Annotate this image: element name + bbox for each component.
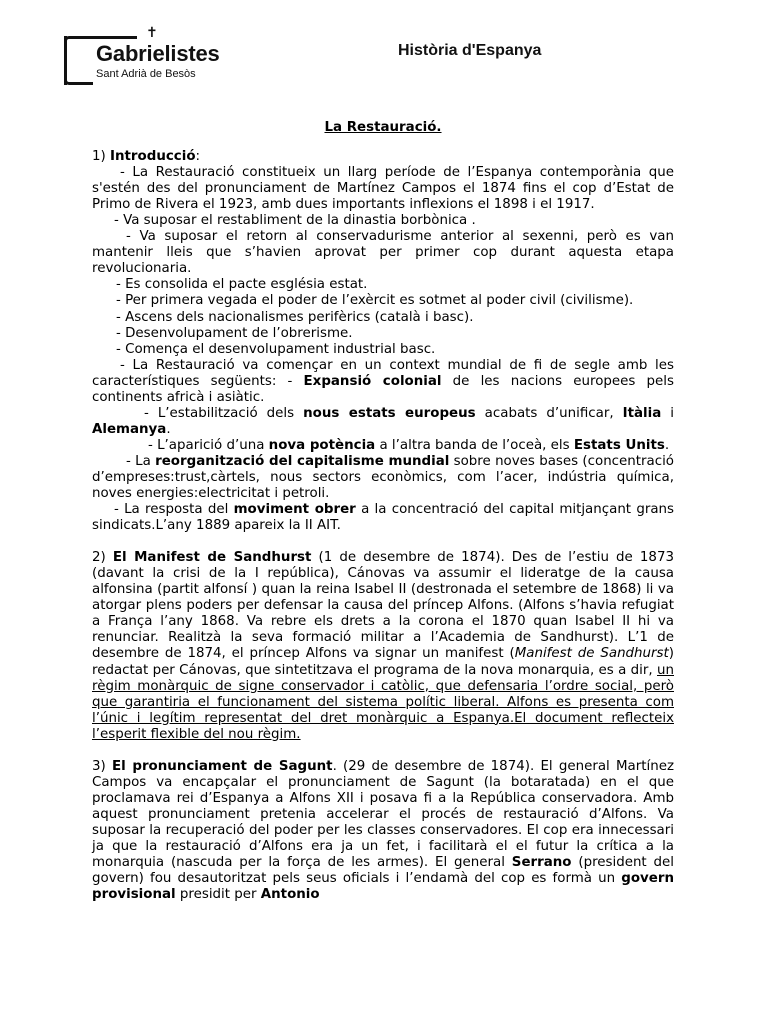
section-number: 2) xyxy=(92,550,113,566)
spacer xyxy=(92,743,674,759)
text: (president del govern) fou desautoritzat pels seus oficials i l’endamà del cop es formà un xyxy=(92,855,674,887)
paragraph: - Va suposar el restabliment de la dinastia borbònica . xyxy=(114,213,476,229)
bold-text: nous estats europeus xyxy=(303,405,476,421)
section-heading-text: El pronunciament de Sagunt xyxy=(111,758,333,774)
section-number: 1) xyxy=(92,149,111,165)
text: . xyxy=(664,437,670,453)
text: presidit per xyxy=(175,887,261,903)
text: - L’aparició d’una xyxy=(148,437,269,453)
section-heading-text: El Manifest de Sandhurst xyxy=(112,550,312,566)
paragraph xyxy=(92,502,674,534)
text: (1 de desembre de 1874). Des de l’estiu de 1873 (davant la crisi de la I república), Cánovas va assumir el lideratge de la causa alfonsina (partit alfonsí ) quan la reina Isabel II (destronada el setembre de 1868) li va atorgar plens poders per defensar la causa del príncep Alfons. (Alfons s’havia refugiat a França l’any 1868. Va rebre els drets a la corona el 1870 quan Isabel II hi va renunciar. Realitzà la seva formació militar a l’Academia de Sandhurst). L’1 de desembre de 1874, el príncep Alfons va signar un manifest ( xyxy=(92,550,674,662)
bold-text: Itàlia xyxy=(622,405,662,421)
bold-text: govern provisional xyxy=(92,871,674,903)
logo-subtitle: Sant Adrià de Besòs xyxy=(96,68,196,80)
text: - La xyxy=(126,453,156,469)
bold-text: moviment obrer xyxy=(233,502,356,518)
section-3-paragraph xyxy=(92,759,674,903)
document-title: La Restauració. xyxy=(324,120,442,135)
bold-text: Estats Units xyxy=(573,437,665,453)
italic-text: Manifest de Sandhurst xyxy=(514,646,669,662)
list-item: - Desenvolupament de l’obrerisme. xyxy=(116,325,353,341)
list-item: - Comença el desenvolupament industrial basc. xyxy=(116,341,436,357)
paragraph: - Va suposar el retorn al conservadurisme anterior al sexenni, però es van mantenir lleis que s’havien aprovat per primer cop durant aquesta etapa revolucionaria. xyxy=(92,229,674,277)
underlined-text: un règim monàrquic de signe conservador i catòlic, que defensaria l’ordre social, però que garantiria el funcionament del sistema polític liberal. Alfons es presenta com l’únic i legítim representat del dret monàrquic a Espanya.El document reflecteix l’esperit flexible del nou règim. xyxy=(92,662,674,742)
text: - La Restauració va començar en un context mundial de fi de segle amb les característiques següents: - xyxy=(92,357,674,389)
spacer xyxy=(92,534,674,550)
paragraph xyxy=(92,454,674,502)
section-number: 3) xyxy=(92,758,112,774)
bold-text: reorganització del capitalisme mundial xyxy=(155,453,450,469)
bold-text: Antonio xyxy=(260,887,320,903)
bold-text: Alemanya xyxy=(92,421,167,437)
paragraph xyxy=(92,358,674,406)
paragraph: - La Restauració constitueix un llarg període de l’Espanya contemporània que s'estén des del pronunciament de Martínez Campos el 1874 fins el cop d’Estat de Primo de Rivera el 1923, amb dues importants inflexions el 1898 i el 1917. xyxy=(92,165,674,213)
bold-text: Serrano xyxy=(511,855,572,871)
text: i xyxy=(661,405,674,421)
list-item: - Es consolida el pacte església estat. xyxy=(116,277,368,293)
cross-icon: ✝ xyxy=(146,25,158,41)
list-item: - Ascens dels nacionalismes perifèrics (català i basc). xyxy=(116,309,474,325)
bold-text: Expansió colonial xyxy=(303,373,442,389)
document-body xyxy=(92,112,674,903)
text: . xyxy=(166,421,171,437)
text: - L’estabilització dels xyxy=(144,405,304,421)
text: acabats d’unificar, xyxy=(475,405,623,421)
text: sobre noves bases (concentració d’empreses:trust,càrtels, nous sectors econòmics, com l’acer, indústria química, noves energies:electricitat i petroli. xyxy=(92,453,675,502)
section-1-heading xyxy=(92,149,674,165)
colon: : xyxy=(195,149,201,165)
logo-frame-bottom xyxy=(64,36,93,85)
text: ) redactat per Cánovas, que sintetitzava el programa de la nova monarquia, es a dir, xyxy=(92,646,674,678)
text: a la concentració del capital mitjançant grans sindicats.L’any 1889 apareix la II AIT. xyxy=(92,502,675,534)
text: a l’altra banda de l’oceà, els xyxy=(375,437,574,453)
bold-text: nova potència xyxy=(268,437,376,453)
text: . (29 de desembre de 1874). El general Martínez Campos va encapçalar el pronunciament de Sagunt (la botaratada) en el que proclamava rei d’Espanya a Alfons XII i posava fi a la República conservadora. Amb aquest pronunciament pretenia accelerar el procés de restauració d’Alfons. Va suposar la recuperació del poder per les classes conservadores. El cop era innecessari ja que la restauració d’Alfons era ja un fet, i facilitarà el el futur la crítica a la monarquia (nascuda per la força de les armes). El general xyxy=(92,758,674,871)
list-item: - Per primera vegada el poder de l’exèrcit es sotmet al poder civil (civilisme). xyxy=(116,293,634,309)
school-logo xyxy=(64,25,244,88)
logo-name: Gabrielistes xyxy=(96,41,220,66)
section-heading-text: Introducció xyxy=(110,149,196,165)
paragraph xyxy=(92,438,674,454)
paragraph xyxy=(92,406,674,438)
subject-title: Història d'Espanya xyxy=(398,42,542,59)
text: - La resposta del xyxy=(114,502,234,518)
section-2-paragraph xyxy=(92,550,674,743)
text: de les nacions europees pels continents africà i asiàtic. xyxy=(92,373,674,405)
